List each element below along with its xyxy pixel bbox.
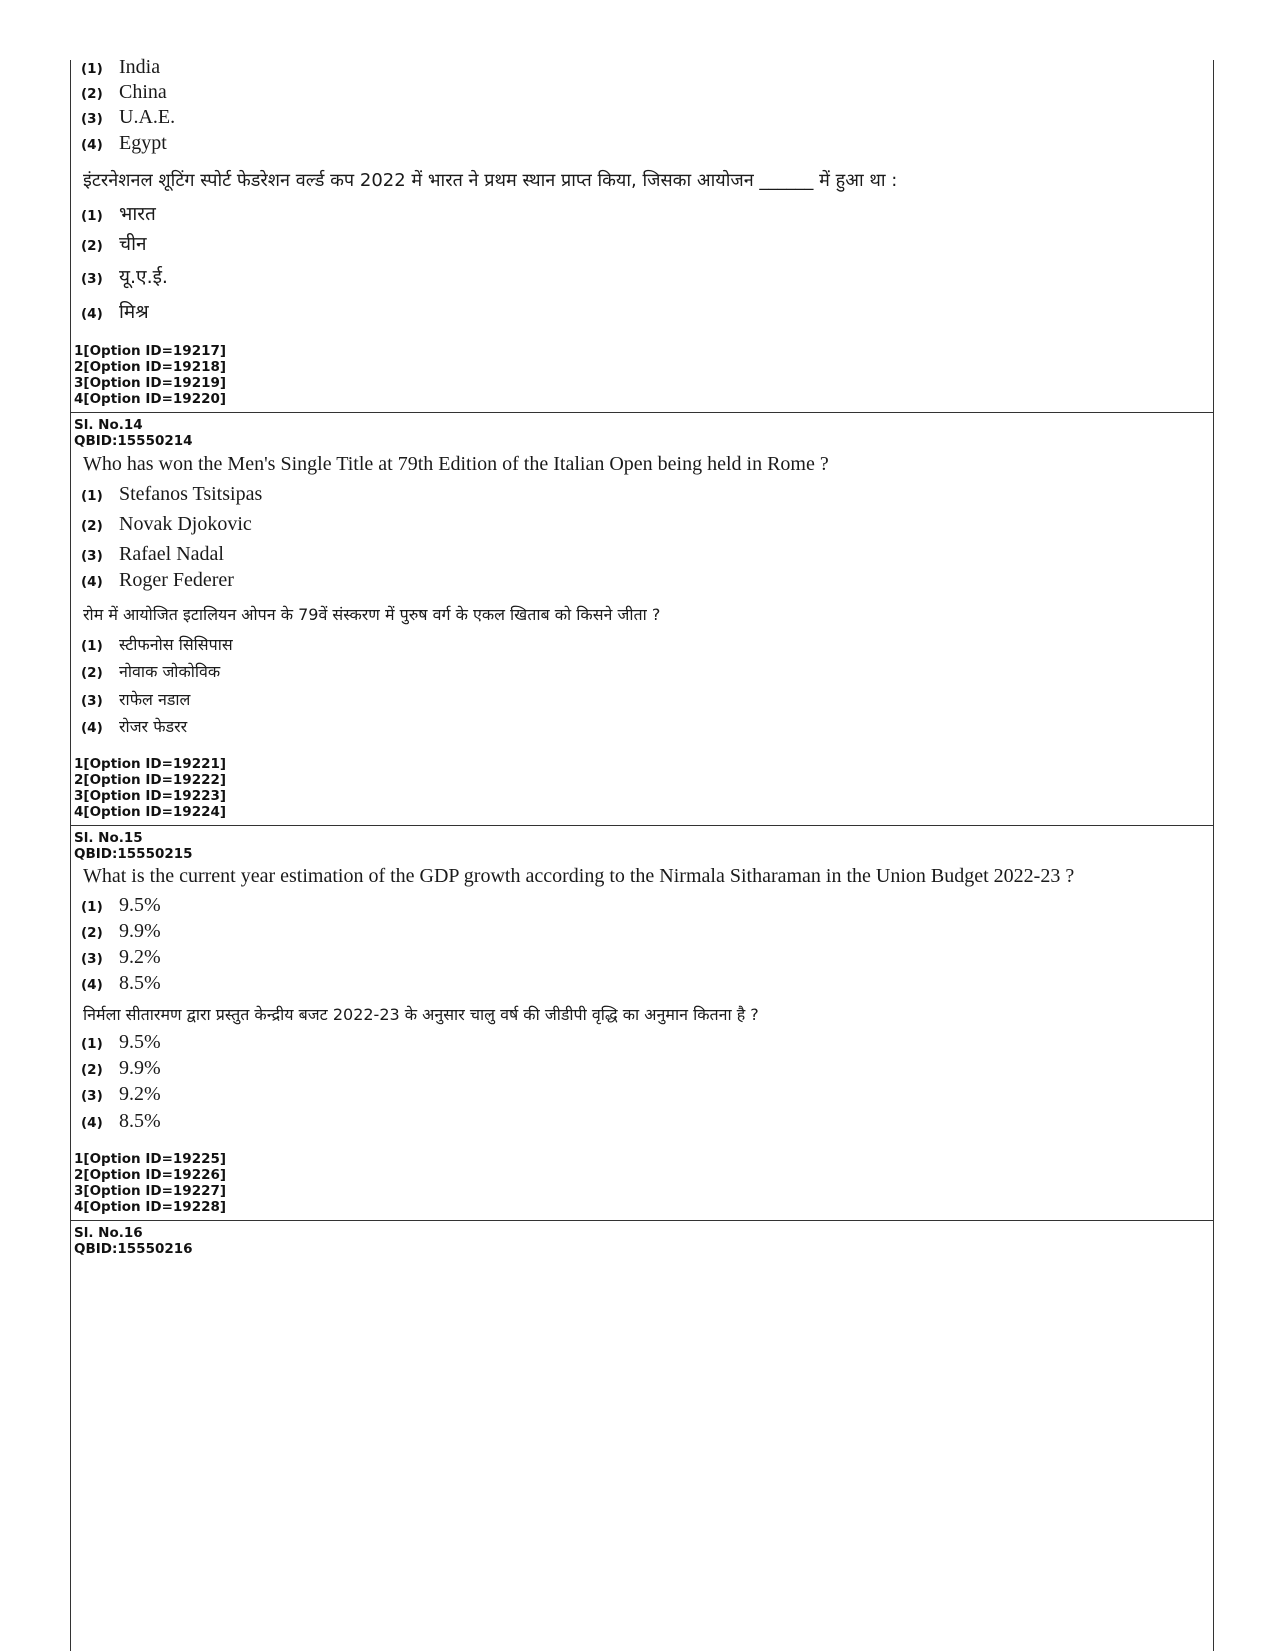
q13-option-hi-3: (3) यू.ए.ई.	[81, 266, 168, 288]
q14-option-en-1: (1) Stefanos Tsitsipas	[81, 483, 263, 505]
q16-header: Sl. No.16 QBID:15550216	[74, 1225, 193, 1257]
q14-option-hi-1: (1) स्टीफनोस सिसिपास	[81, 635, 233, 654]
divider	[71, 1220, 1213, 1221]
q13-option-en-4: (4) Egypt	[81, 132, 167, 154]
q15-option-hi-3: (3) 9.2%	[81, 1083, 161, 1105]
q13-option-en-3: (3) U.A.E.	[81, 106, 176, 128]
q13-option-hi-1: (1) भारत	[81, 203, 156, 225]
q15-question-hi: निर्मला सीतारमण द्वारा प्रस्तुत केन्द्रीय बजट 2022-23 के अनुसार चालु वर्ष की जीडीपी वृद्धि का अनुमान कितना है ?	[83, 1005, 759, 1024]
q14-option-hi-4: (4) रोजर फेडरर	[81, 717, 188, 736]
q13-option-en-1: (1) India	[81, 56, 161, 78]
q13-option-hi-2: (2) चीन	[81, 233, 147, 255]
q14-option-hi-2: (2) नोवाक जोकोविक	[81, 662, 221, 681]
q15-option-en-2: (2) 9.9%	[81, 920, 161, 942]
q15-option-hi-2: (2) 9.9%	[81, 1057, 161, 1079]
q15-option-en-3: (3) 9.2%	[81, 946, 161, 968]
q15-option-en-1: (1) 9.5%	[81, 894, 161, 916]
divider	[71, 825, 1213, 826]
q14-question-hi: रोम में आयोजित इटालियन ओपन के 79वें संस्करण में पुरुष वर्ग के एकल खिताब को किसने जीता ?	[83, 605, 661, 624]
divider	[71, 412, 1213, 413]
question-paper-frame	[70, 56, 1214, 1651]
q15-option-ids: 1[Option ID=19225] 2[Option ID=19226] 3[Option ID=19227] 4[Option ID=19228]	[74, 1151, 227, 1215]
q14-option-hi-3: (3) राफेल नडाल	[81, 690, 191, 709]
q14-option-en-2: (2) Novak Djokovic	[81, 513, 252, 535]
q14-question-en: Who has won the Men's Single Title at 79th Edition of the Italian Open being held in Rome ?	[83, 453, 829, 475]
q15-header: Sl. No.15 QBID:15550215	[74, 830, 193, 862]
q14-header: Sl. No.14 QBID:15550214	[74, 417, 193, 449]
q14-option-en-3: (3) Rafael Nadal	[81, 543, 224, 565]
q14-option-en-4: (4) Roger Federer	[81, 569, 234, 591]
q15-option-hi-1: (1) 9.5%	[81, 1031, 161, 1053]
q13-question-hi: इंटरनेशनल शूटिंग स्पोर्ट फेडरेशन वर्ल्ड कप 2022 में भारत ने प्रथम स्थान प्राप्त किया, जिसका आयोजन ______ में हुआ था :	[83, 170, 898, 191]
q15-question-en: What is the current year estimation of the GDP growth according to the Nirmala Sitharaman in the Union Budget 2022-23 ?	[83, 865, 1075, 887]
q13-option-en-2: (2) China	[81, 81, 167, 103]
q15-option-hi-4: (4) 8.5%	[81, 1110, 161, 1132]
q15-option-en-4: (4) 8.5%	[81, 972, 161, 994]
q13-option-hi-4: (4) मिश्र	[81, 301, 149, 323]
q14-option-ids: 1[Option ID=19221] 2[Option ID=19222] 3[Option ID=19223] 4[Option ID=19224]	[74, 756, 227, 820]
q13-option-ids: 1[Option ID=19217] 2[Option ID=19218] 3[Option ID=19219] 4[Option ID=19220]	[74, 343, 227, 407]
